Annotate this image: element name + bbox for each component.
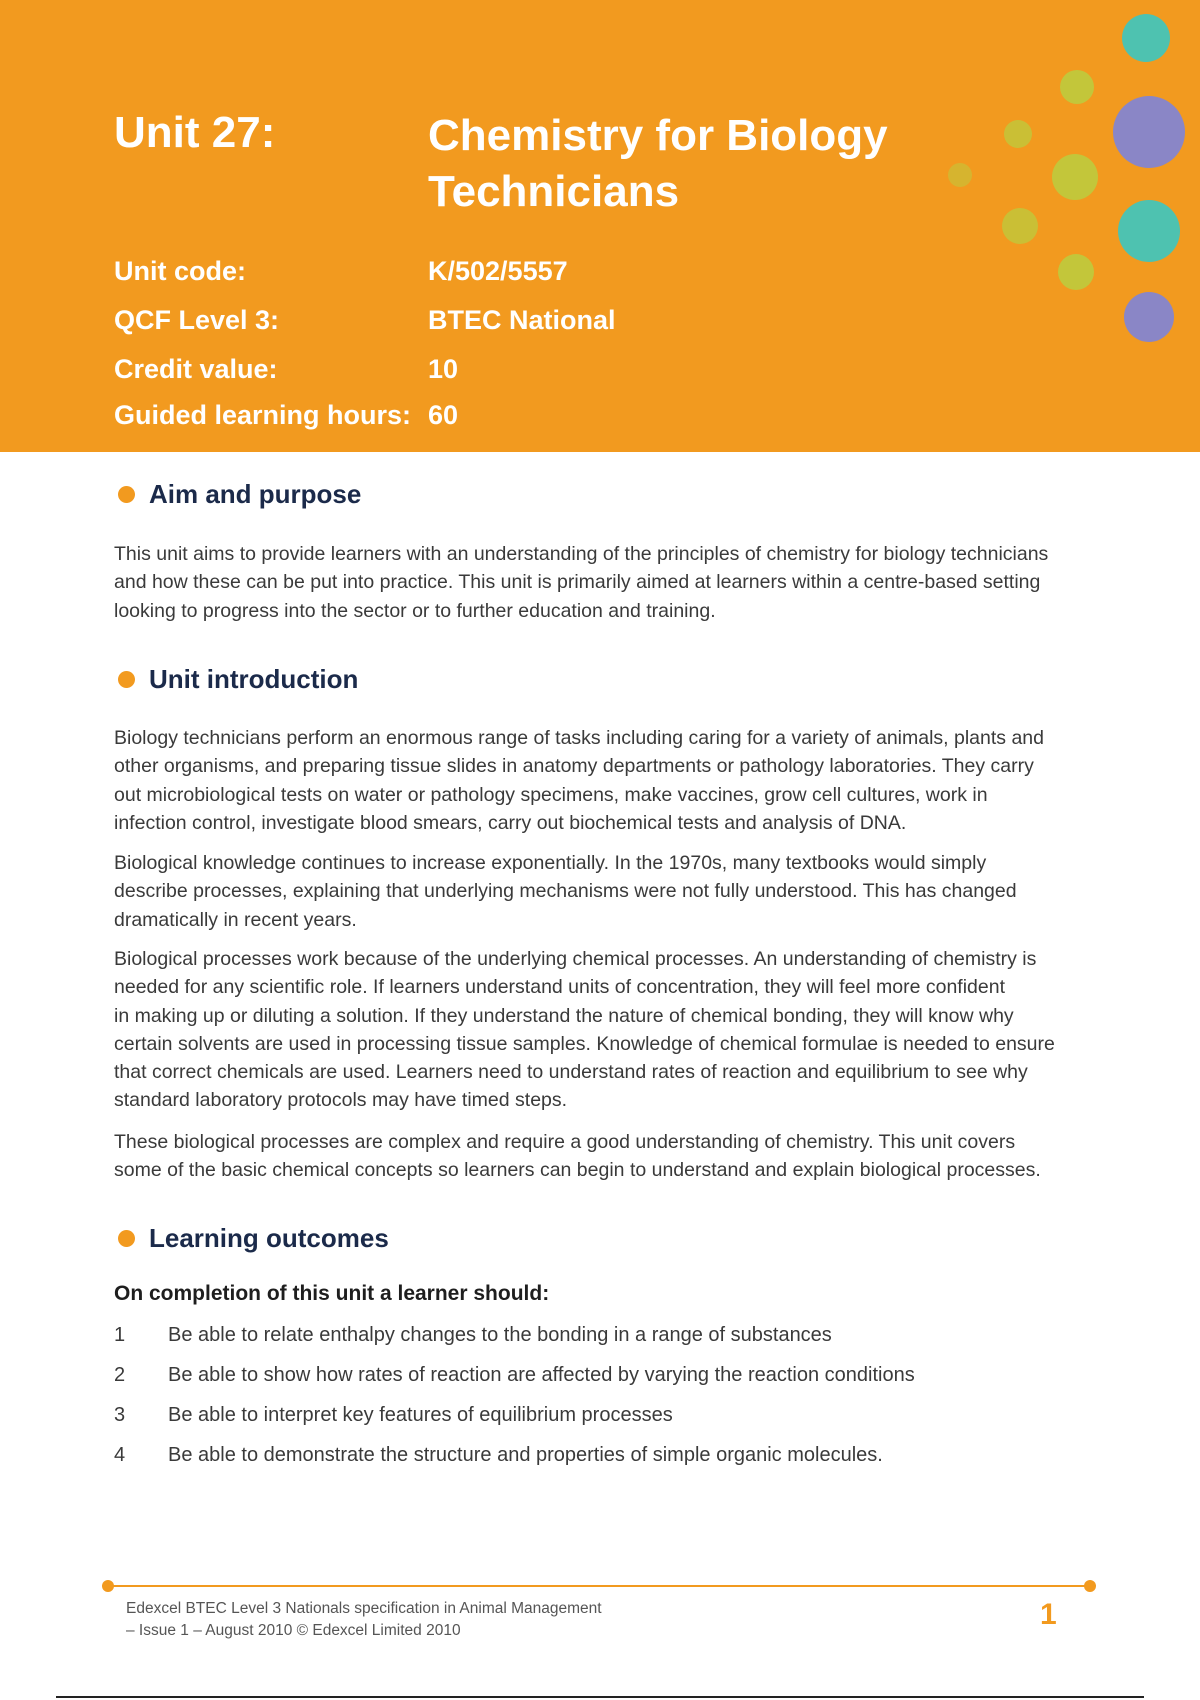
meta-key: Unit code: bbox=[114, 256, 246, 286]
text-line: dramatically in recent years. bbox=[114, 908, 357, 931]
meta-key: Credit value: bbox=[114, 354, 278, 384]
text-line: infection control, investigate blood smears, carry out biochemical tests and analysis of DNA. bbox=[114, 811, 907, 834]
unit-title bbox=[428, 108, 988, 220]
meta-credit-value bbox=[114, 354, 459, 385]
intro-paragraph-4 bbox=[114, 1128, 1074, 1185]
section-heading-introduction bbox=[118, 664, 358, 695]
outcome-item bbox=[114, 1324, 832, 1347]
unit-title-line-2: Technicians bbox=[428, 167, 680, 216]
decorative-dot bbox=[1118, 200, 1180, 262]
meta-value: BTEC National bbox=[428, 305, 616, 335]
footer-divider bbox=[108, 1585, 1090, 1587]
decorative-dot bbox=[1060, 70, 1094, 104]
heading-text: Unit introduction bbox=[149, 664, 359, 694]
footer-line-2: – Issue 1 – August 2010 © Edexcel Limited 2010 bbox=[126, 1622, 461, 1639]
text-line: needed for any scientific role. If learners understand units of concentration, they will feel more confident bbox=[114, 976, 1005, 999]
text-line: out microbiological tests on water or pathology specimens, make vaccines, grow cell cultures, work in bbox=[114, 783, 988, 806]
outcome-number: 2 bbox=[114, 1364, 126, 1386]
text-line: and how these can be put into practice. This unit is primarily aimed at learners within a centre-based setting bbox=[114, 571, 1041, 594]
text-line: some of the basic chemical concepts so learners can begin to understand and explain biological processes. bbox=[114, 1159, 1041, 1182]
intro-paragraph-3 bbox=[114, 945, 1074, 1115]
footer-dot-right bbox=[1084, 1580, 1096, 1592]
outcome-number: 3 bbox=[114, 1404, 126, 1426]
unit-number: Unit 27: bbox=[114, 108, 276, 157]
unit-title-line-1: Chemistry for Biology bbox=[428, 111, 888, 160]
meta-key: QCF Level 3: bbox=[114, 305, 280, 335]
text-line: looking to progress into the sector or to further education and training. bbox=[114, 599, 716, 622]
outcome-number: 4 bbox=[114, 1444, 126, 1466]
section-heading-outcomes bbox=[118, 1223, 389, 1254]
meta-unit-code bbox=[114, 256, 568, 287]
aim-paragraph bbox=[114, 540, 1074, 625]
decorative-dot bbox=[1113, 96, 1185, 168]
outcome-text: Be able to demonstrate the structure and properties of simple organic molecules. bbox=[168, 1444, 883, 1466]
text-line: certain solvents are used in processing tissue samples. Knowledge of chemical formulae is needed to ensure bbox=[114, 1032, 1055, 1055]
text-line: Biological knowledge continues to increase exponentially. In the 1970s, many textbooks would simply bbox=[114, 852, 987, 874]
heading-text: Aim and purpose bbox=[149, 479, 362, 509]
page-number: 1 bbox=[1040, 1598, 1057, 1631]
section-heading-aim bbox=[118, 479, 361, 510]
decorative-dot bbox=[1052, 154, 1098, 200]
meta-guided-hours bbox=[114, 400, 459, 431]
decorative-dot bbox=[1058, 254, 1094, 290]
meta-value: 60 bbox=[428, 400, 459, 430]
meta-value: 10 bbox=[428, 354, 459, 384]
text-line: in making up or diluting a solution. If they understand the nature of chemical bonding, they will know why bbox=[114, 1004, 1014, 1027]
outcome-item bbox=[114, 1444, 883, 1467]
text-line: that correct chemicals are used. Learners need to understand rates of reaction and equilibrium to see why bbox=[114, 1061, 1028, 1084]
intro-paragraph-1 bbox=[114, 724, 1074, 837]
decorative-dot bbox=[948, 163, 972, 187]
text-line: Biological processes work because of the underlying chemical processes. An understanding of chemistry is bbox=[114, 948, 1037, 970]
outcome-item bbox=[114, 1404, 673, 1427]
outcome-text: Be able to show how rates of reaction are affected by varying the reaction conditions bbox=[168, 1364, 915, 1386]
decorative-dot bbox=[1124, 292, 1174, 342]
outcome-number: 1 bbox=[114, 1324, 126, 1346]
outcome-text: Be able to relate enthalpy changes to the bonding in a range of substances bbox=[168, 1324, 832, 1346]
text-line: Biology technicians perform an enormous range of tasks including caring for a variety of animals, plants and bbox=[114, 727, 1044, 749]
text-line: standard laboratory protocols may have timed steps. bbox=[114, 1089, 568, 1112]
orange-bullet-icon bbox=[118, 671, 135, 688]
meta-key: Guided learning hours: bbox=[114, 400, 412, 430]
text-line: These biological processes are complex and require a good understanding of chemistry. This unit covers bbox=[114, 1131, 1016, 1153]
text-line: describe processes, explaining that underlying mechanisms were not fully understood. This has changed bbox=[114, 880, 1017, 903]
orange-bullet-icon bbox=[118, 1230, 135, 1247]
meta-qcf-level bbox=[114, 305, 616, 336]
orange-bullet-icon bbox=[118, 486, 135, 503]
heading-text: Learning outcomes bbox=[149, 1223, 389, 1253]
outcomes-lead: On completion of this unit a learner should: bbox=[114, 1282, 550, 1305]
unit-header-band bbox=[0, 0, 1200, 452]
text-line: This unit aims to provide learners with an understanding of the principles of chemistry for biology technicians bbox=[114, 543, 1049, 565]
footer-line-1: Edexcel BTEC Level 3 Nationals specification in Animal Management bbox=[126, 1600, 602, 1617]
meta-value: K/502/5557 bbox=[428, 256, 568, 286]
intro-paragraph-2 bbox=[114, 849, 1074, 934]
outcome-text: Be able to interpret key features of equilibrium processes bbox=[168, 1404, 673, 1426]
footer-dot-left bbox=[102, 1580, 114, 1592]
decorative-dot bbox=[1002, 208, 1038, 244]
decorative-dot bbox=[1122, 14, 1170, 62]
outcome-item bbox=[114, 1364, 915, 1387]
decorative-dot bbox=[1004, 120, 1032, 148]
bottom-rule bbox=[56, 1696, 1144, 1698]
text-line: other organisms, and preparing tissue slides in anatomy departments or pathology laboratories. They carry bbox=[114, 755, 1034, 778]
